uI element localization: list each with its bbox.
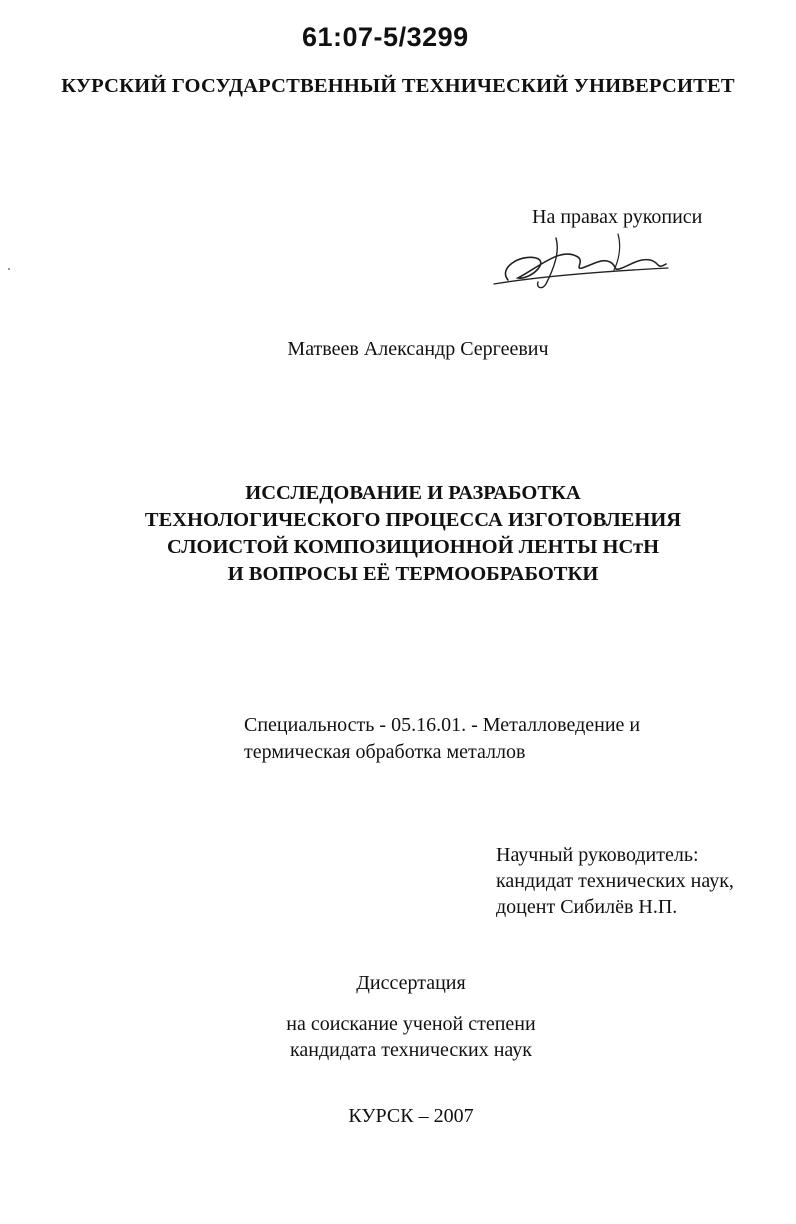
degree-line: на соискание ученой степени — [286, 1013, 536, 1035]
margin-speck — [8, 268, 10, 270]
signature-image — [490, 218, 690, 298]
rights-note: На правах рукописи — [532, 206, 703, 228]
dissertation-title — [0, 480, 796, 588]
title-line: ТЕХНОЛОГИЧЕСКОГО ПРОЦЕССА ИЗГОТОВЛЕНИЯ — [144, 509, 682, 531]
dissertation-heading: Диссертация — [356, 972, 466, 994]
author-name: Матвеев Александр Сергеевич — [287, 338, 549, 360]
city-year: КУРСК – 2007 — [348, 1105, 474, 1127]
scientific-advisor — [496, 842, 734, 920]
advisor-line: кандидат технических наук, — [496, 870, 734, 892]
degree-statement — [0, 1011, 796, 1063]
title-line: СЛОИСТОЙ КОМПОЗИЦИОННОЙ ЛЕНТЫ НСтН — [166, 536, 660, 558]
specialty-line: термическая обработка металлов — [244, 741, 526, 763]
advisor-line: Научный руководитель: — [496, 844, 699, 866]
university-name: КУРСКИЙ ГОСУДАРСТВЕННЫЙ ТЕХНИЧЕСКИЙ УНИВЕРСИТЕТ — [61, 75, 735, 97]
degree-line: кандидата технических наук — [289, 1039, 533, 1061]
title-line: ИССЛЕДОВАНИЕ И РАЗРАБОТКА — [245, 482, 581, 504]
title-line: И ВОПРОСЫ ЕЁ ТЕРМООБРАБОТКИ — [227, 563, 599, 585]
specialty — [244, 712, 640, 766]
specialty-line: Специальность - 05.16.01. - Металловедение и — [244, 714, 641, 736]
advisor-line: доцент Сибилёв Н.П. — [496, 896, 678, 918]
archive-stamp-code: 61:07-5/3299 — [302, 22, 469, 52]
